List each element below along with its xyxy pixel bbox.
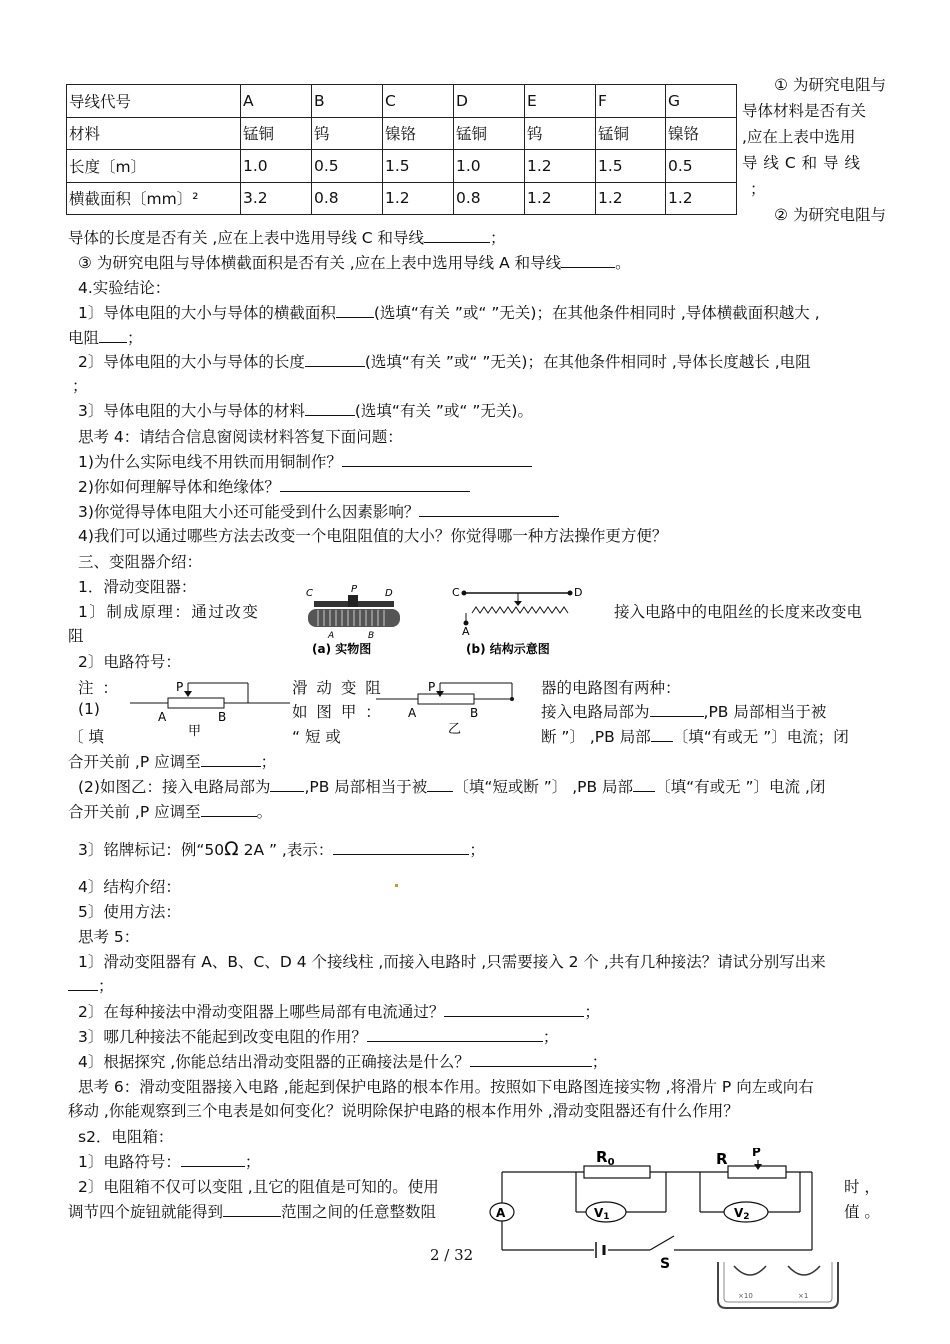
text: 滑 动 变 阻 bbox=[292, 679, 383, 697]
answer-blank[interactable] bbox=[99, 328, 127, 343]
text-line: 移动 ,你能观察到三个电表是如何变化？说明除保护电路的根本作用外 ,滑动变阻器还有什么作用？ bbox=[68, 1102, 739, 1120]
text: 2)你如何理解导体和绝缘体？ bbox=[78, 478, 280, 496]
text: ,PB 局部相当于被 bbox=[304, 778, 428, 796]
text: 合开关前 ,P 应调至 bbox=[68, 753, 201, 771]
text-line bbox=[68, 974, 114, 996]
text: 3〕哪几种接法不能起到改变电阻的作用？ bbox=[78, 1028, 367, 1046]
table-cell: 材料 bbox=[67, 117, 241, 150]
text-line bbox=[68, 750, 276, 772]
text: 合开关前 ,P 应调至 bbox=[68, 803, 201, 821]
text: “ 短 或 bbox=[292, 728, 341, 746]
answer-blank[interactable] bbox=[427, 777, 453, 792]
text: 1〕导体电阻的大小与导体的横截面积 bbox=[78, 304, 336, 322]
knob bbox=[788, 1266, 820, 1275]
side-line: ,应在上表中选用 bbox=[742, 128, 856, 146]
text-line: 思考 4：请结合信息窗阅读材料答复下面问题： bbox=[78, 428, 403, 446]
answer-blank[interactable] bbox=[305, 401, 355, 416]
text-line: 接入电路中的电阻丝的长度来改变电 bbox=[614, 603, 863, 621]
text: 接入电路局部为 bbox=[541, 703, 650, 721]
text: 范围之间的任意整数阻 bbox=[281, 1203, 437, 1221]
text-line bbox=[68, 1200, 436, 1222]
text-line bbox=[78, 350, 811, 372]
answer-blank[interactable] bbox=[342, 452, 532, 467]
table-cell: 0.5 bbox=[666, 150, 737, 183]
answer-blank[interactable] bbox=[68, 976, 98, 991]
struct-label: C bbox=[452, 586, 460, 599]
text-line bbox=[68, 226, 506, 248]
stray-mark bbox=[395, 884, 398, 887]
side-paragraph bbox=[742, 72, 886, 228]
table-cell: 镍铬 bbox=[666, 117, 737, 150]
struct-label: D bbox=[574, 586, 583, 599]
side-line: ② 为研究电阻与 bbox=[774, 206, 886, 224]
resistance-wire bbox=[472, 607, 568, 613]
photo-caption: (a) 实物图 bbox=[312, 642, 372, 656]
text: ； bbox=[490, 229, 506, 247]
text: 〔填“有或无 ”〕电流；闭 bbox=[672, 728, 849, 746]
terminal bbox=[568, 591, 573, 596]
text: 断 ”〕 ,PB 局部 bbox=[541, 728, 651, 746]
label-r0: $R_0$ bbox=[596, 1148, 615, 1168]
table-cell: F bbox=[596, 85, 666, 118]
table-cell: 1.2 bbox=[596, 182, 666, 215]
figure-yi bbox=[376, 677, 516, 739]
table-cell: 锰铜 bbox=[454, 117, 525, 150]
table-cell: 1.5 bbox=[383, 150, 454, 183]
text: 2A ” ,表示： bbox=[238, 841, 334, 859]
text: 。 bbox=[256, 803, 273, 821]
text-line bbox=[541, 700, 826, 722]
resistor-symbol bbox=[418, 694, 474, 704]
text: 器的电路图有两种： bbox=[541, 679, 681, 697]
ohm-symbol: Ω bbox=[224, 838, 239, 860]
text: 3)你觉得导体电阻大小还可能受到什么因素影响？ bbox=[78, 503, 420, 521]
text-line bbox=[78, 475, 470, 497]
text: (选填“有关 ”或“ ”无关)；在其他条件相同时 ,导体横截面积越大 , bbox=[373, 304, 820, 322]
text-line: 思考 5： bbox=[78, 928, 140, 946]
page-number: 2 / 32 bbox=[430, 1246, 474, 1264]
answer-blank[interactable] bbox=[561, 253, 615, 268]
text: 〔填“短或断 ”〕 ,PB 局部 bbox=[453, 778, 634, 796]
text-line bbox=[68, 800, 272, 822]
resistor-symbol bbox=[168, 698, 224, 708]
table-cell: 1.2 bbox=[383, 182, 454, 215]
table-cell: C bbox=[383, 85, 454, 118]
table-cell: 导线代号 bbox=[67, 85, 241, 118]
symbol-label: B bbox=[470, 706, 479, 720]
text-line: 1〕滑动变阻器有 A、B、C、D 4 个接线柱 ,而接入电路时 ,只需要接入 2 个 ,共有几种接法？请试分别写出来 bbox=[78, 953, 826, 971]
text: 〔 填 bbox=[68, 728, 104, 746]
text: 2〕导体电阻的大小与导体的长度 bbox=[78, 353, 305, 371]
text: 3〕导体电阻的大小与导体的材料 bbox=[78, 402, 305, 420]
struct-caption: (b) 结构示意图 bbox=[466, 642, 550, 656]
text: 如 图 甲 ： bbox=[292, 703, 383, 721]
side-line: 导 线 C 和 导 线 bbox=[742, 154, 861, 172]
multiplier-label: ×10 bbox=[738, 1292, 753, 1300]
multiplier-label: ×1 bbox=[798, 1292, 809, 1300]
text: ,PB 局部相当于被 bbox=[703, 703, 827, 721]
table-cell: 1.0 bbox=[454, 150, 525, 183]
table-cell: 0.5 bbox=[312, 150, 383, 183]
table-cell: 长度〔m〕 bbox=[67, 150, 241, 183]
table-cell: G bbox=[666, 85, 737, 118]
text: (2)如图乙：接入电路局部为 bbox=[78, 778, 271, 796]
text: 1)为什么实际电线不用铁而用铜制作？ bbox=[78, 453, 342, 471]
answer-blank[interactable] bbox=[201, 752, 261, 767]
side-line: 导体材料是否有关 bbox=[742, 102, 867, 120]
table-cell: E bbox=[525, 85, 596, 118]
text: ③ 为研究电阻与导体横截面积是否有关 ,应在上表中选用导线 A 和导线 bbox=[78, 254, 562, 272]
text-line bbox=[78, 399, 533, 421]
answer-blank[interactable] bbox=[201, 802, 257, 817]
text: (选填“有关 ”或“ ”无关)。 bbox=[354, 402, 533, 420]
answer-blank[interactable] bbox=[305, 352, 365, 367]
table-cell: 锰铜 bbox=[241, 117, 312, 150]
table-cell: 3.2 bbox=[241, 182, 312, 215]
table-cell: 钨 bbox=[525, 117, 596, 150]
answer-blank[interactable] bbox=[633, 777, 655, 792]
text: ； bbox=[98, 977, 114, 995]
text-line bbox=[78, 450, 532, 472]
text-line bbox=[78, 301, 820, 323]
slider-arrow bbox=[514, 601, 522, 606]
knob bbox=[734, 1266, 766, 1275]
table-cell: 1.0 bbox=[241, 150, 312, 183]
photo-label: D bbox=[385, 588, 393, 599]
text-line bbox=[78, 775, 825, 797]
text: ； bbox=[127, 329, 143, 347]
slider-knob bbox=[348, 595, 358, 607]
text: 值 。 bbox=[844, 1203, 880, 1221]
answer-blank[interactable] bbox=[470, 1052, 592, 1067]
text: (1) bbox=[78, 700, 100, 718]
text-line: 2〕电路符号： bbox=[78, 653, 181, 671]
table-cell: 镍铬 bbox=[383, 117, 454, 150]
text: ； bbox=[542, 1028, 559, 1046]
answer-blank[interactable] bbox=[336, 303, 374, 318]
symbol-label: P bbox=[176, 680, 184, 694]
text: 。 bbox=[615, 254, 631, 272]
text: 2〕在每种接法中滑动变阻器上哪些局部有电流通过？ bbox=[78, 1003, 445, 1021]
material-table bbox=[66, 84, 737, 215]
text: ； bbox=[591, 1053, 608, 1071]
answer-blank[interactable] bbox=[280, 477, 470, 492]
text: ； bbox=[469, 841, 485, 859]
text-line: 4)我们可以通过哪些方法去改变一个电阻阻值的大小？你觉得哪一种方法操作更方便？ bbox=[78, 527, 668, 545]
table-cell: 1.2 bbox=[525, 150, 596, 183]
figure-label: 乙 bbox=[448, 722, 462, 737]
text: ； bbox=[584, 1003, 600, 1021]
answer-blank[interactable] bbox=[270, 777, 304, 792]
text: 3〕铭牌标记：例“50 bbox=[78, 841, 225, 859]
text-line bbox=[78, 1150, 260, 1172]
table-cell: 横截面积〔mm〕² bbox=[67, 182, 241, 215]
text-line: 5〕使用方法： bbox=[78, 903, 181, 921]
label-p: P bbox=[752, 1148, 761, 1159]
answer-blank[interactable] bbox=[419, 502, 559, 517]
table-cell: 0.8 bbox=[312, 182, 383, 215]
table-cell: D bbox=[454, 85, 525, 118]
text-line: 1．滑动变阻器： bbox=[78, 578, 197, 596]
table-cell: 1.2 bbox=[666, 182, 737, 215]
symbol-label: B bbox=[218, 710, 227, 724]
table-cell: 钨 bbox=[312, 117, 383, 150]
resistance-box-figure bbox=[714, 1262, 842, 1312]
table-cell: 1.2 bbox=[525, 182, 596, 215]
text-line: 4〕结构介绍： bbox=[78, 878, 181, 896]
answer-blank[interactable] bbox=[444, 1002, 584, 1017]
text: 注 ： bbox=[78, 679, 120, 697]
text-line bbox=[68, 326, 143, 348]
answer-blank[interactable] bbox=[367, 1027, 543, 1042]
section-heading: 4.实验结论： bbox=[78, 279, 171, 297]
voltmeter-v1-label: V1 bbox=[594, 1206, 610, 1222]
text-line bbox=[78, 500, 559, 522]
rheostat-structure-figure bbox=[446, 583, 596, 659]
text: 导体的长度是否有关 ,应在上表中选用导线 C 和导线 bbox=[68, 229, 425, 247]
table-cell: 1.5 bbox=[596, 150, 666, 183]
symbol-label: A bbox=[408, 706, 417, 720]
figure-label: 甲 bbox=[188, 724, 202, 739]
text-line bbox=[78, 1025, 558, 1047]
answer-blank[interactable] bbox=[651, 727, 673, 742]
answer-blank[interactable] bbox=[223, 1202, 281, 1217]
text: 〔填“有或无 ”〕电流 ,闭 bbox=[655, 778, 826, 796]
symbol-label: A bbox=[158, 710, 167, 724]
table-header-row bbox=[67, 85, 737, 118]
text-line bbox=[78, 1000, 600, 1022]
text-line: ； bbox=[72, 377, 88, 395]
text-line bbox=[78, 1050, 607, 1072]
ammeter-label: A bbox=[496, 1206, 506, 1220]
text: (选填“有关 ”或“ ”无关)；在其他条件相同时 ,导体长度越长 ,电阻 bbox=[364, 353, 811, 371]
side-line: ； bbox=[750, 180, 766, 198]
text-line bbox=[541, 725, 849, 747]
text: 4〕根据探究 ,你能总结出滑动变阻器的正确接法是什么？ bbox=[78, 1053, 470, 1071]
text-line bbox=[78, 251, 631, 273]
switch-label: S bbox=[660, 1256, 671, 1272]
text: ； bbox=[244, 1153, 261, 1171]
answer-blank[interactable] bbox=[424, 228, 490, 243]
side-line: ① 为研究电阻与 bbox=[774, 76, 886, 94]
struct-label: A bbox=[462, 625, 470, 638]
table-row bbox=[67, 117, 737, 150]
text: 调节四个旋钮就能得到 bbox=[68, 1203, 224, 1221]
photo-label: C bbox=[306, 588, 313, 599]
table-cell: 锰铜 bbox=[596, 117, 666, 150]
table-cell: B bbox=[312, 85, 383, 118]
answer-blank[interactable] bbox=[333, 840, 469, 855]
text-line: 思考 6：滑动变阻器接入电路 ,能起到保护电路的根本作用。按照如下电路图连接实物 ,将滑片 P 向左或向右 bbox=[78, 1078, 814, 1096]
text: 电阻 bbox=[68, 329, 100, 347]
text-line: 阻 bbox=[68, 627, 84, 645]
text: ； bbox=[260, 753, 277, 771]
section-heading: 三、变阻器介绍： bbox=[78, 553, 203, 571]
symbol-label: P bbox=[428, 680, 436, 694]
table-cell: A bbox=[241, 85, 312, 118]
figure-jia bbox=[130, 677, 290, 739]
photo-label: B bbox=[368, 631, 375, 641]
resistor-r0 bbox=[584, 1166, 650, 1178]
answer-blank[interactable] bbox=[650, 702, 704, 717]
photo-label: P bbox=[351, 584, 358, 595]
text-line: 2〕电阻箱不仅可以变阻 ,且它的阻值是可知的。使用 bbox=[78, 1178, 439, 1196]
table-row bbox=[67, 182, 737, 215]
table-cell: 0.8 bbox=[454, 182, 525, 215]
label-r: R bbox=[716, 1150, 728, 1168]
circuit-diagram bbox=[488, 1148, 828, 1272]
table-row bbox=[67, 150, 737, 183]
text-line: s2．电阻箱： bbox=[78, 1128, 174, 1146]
photo-label: A bbox=[328, 631, 335, 641]
terminal bbox=[462, 591, 467, 596]
voltmeter-v2-label: V2 bbox=[734, 1206, 750, 1222]
text: 时 ， bbox=[844, 1178, 880, 1196]
rheostat-photo-figure bbox=[298, 583, 413, 659]
text-line bbox=[78, 838, 485, 860]
answer-blank[interactable] bbox=[181, 1152, 245, 1167]
text-line: 1〕制成原理：通过改变 bbox=[78, 603, 260, 621]
text: 1〕电路符号： bbox=[78, 1153, 181, 1171]
